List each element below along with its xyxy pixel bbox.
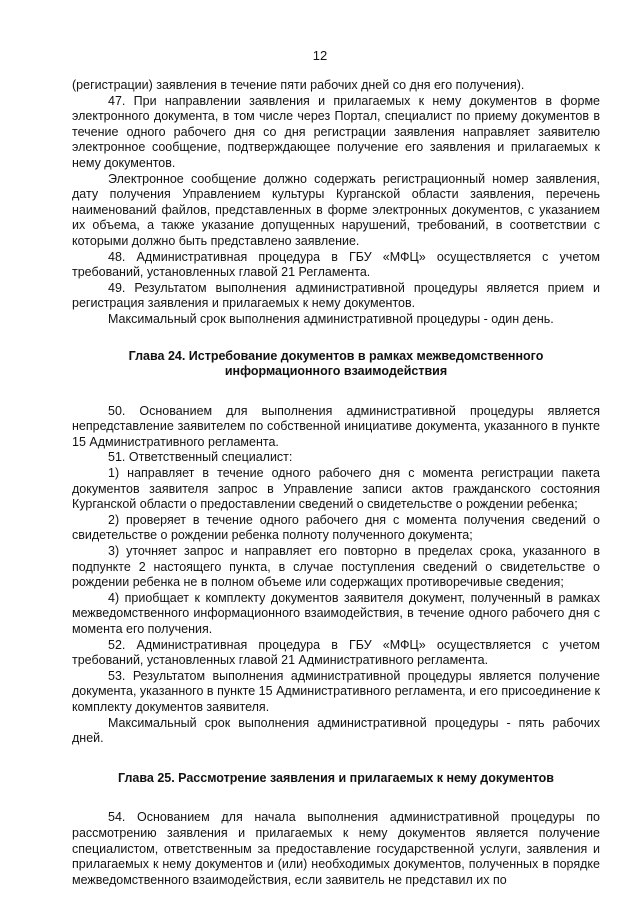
paragraph-50: 50. Основанием для выполнения административной процедуры является непредставление заявителем по собственной инициативе документа, указанного в пункте 15 Административного регламента.	[72, 403, 600, 449]
chapter-24-heading-line-2: информационного взаимодействия	[224, 364, 448, 379]
paragraph-49: 49. Результатом выполнения административной процедуры является прием и регистрация заявления и прилагаемых к нему документов.	[72, 280, 600, 311]
page-number: 12	[312, 48, 328, 63]
paragraph-max-term-1: Максимальный срок выполнения административной процедуры - один день.	[108, 311, 554, 326]
page-content	[72, 78, 600, 888]
paragraph-51-item-2: 2) проверяет в течение одного рабочего дня с момента получения сведений о свидетельстве о рождении ребенка полноту полученного документа;	[72, 512, 600, 543]
paragraph-48: 48. Административная процедура в ГБУ «МФЦ» осуществляется с учетом требований, установленных главой 21 Регламента.	[72, 249, 600, 280]
paragraph-continuation: (регистрации) заявления в течение пяти рабочих дней со дня его получения).	[72, 78, 525, 92]
paragraph-54: 54. Основанием для начала выполнения административной процедуры по рассмотрению заявления и прилагаемых к нему документов является получение специалистом, ответственным за предоставление государственной услуги, заявления и прилагаемых к нему документов и (или) необходимых документов, полученных в порядке межведомственного взаимодействия, если заявитель не представил их по	[72, 810, 600, 887]
paragraph-53: 53. Результатом выполнения административной процедуры является получение документа, указанного в пункте 15 Административного регламента, и его присоединение к комплекту документов заявителя.	[72, 668, 600, 714]
paragraph-51: 51. Ответственный специалист:	[108, 450, 293, 465]
paragraph-51-item-1: 1) направляет в течение одного рабочего дня с момента регистрации пакета документов заявителя запрос в Управление записи актов гражданского состояния Курганской области о предоставлении сведений о свидетельстве о рождении ребенка;	[72, 466, 600, 512]
paragraph-electronic-message: Электронное сообщение должно содержать регистрационный номер заявления, дату получения Управлением культуры Курганской области заявления, перечень наименований файлов, представленных в форме электронных документов, с указанием их объема, а также указание допущенных нарушений, требований, в соответствии с которыми должно быть представлено заявление.	[72, 171, 600, 248]
chapter-24-heading	[72, 349, 600, 380]
paragraph-max-term-2: Максимальный срок выполнения административной процедуры - пять рабочих дней.	[72, 715, 600, 746]
chapter-25-heading: Глава 25. Рассмотрение заявления и прилагаемых к нему документов	[118, 770, 554, 785]
paragraph-52: 52. Административная процедура в ГБУ «МФЦ» осуществляется с учетом требований, установленных главой 21 Административного регламента.	[72, 637, 600, 668]
paragraph-51-item-4: 4) приобщает к комплекту документов заявителя документ, полученный в рамках межведомственного информационного взаимодействия, в течение одного рабочего дня с момента его получения.	[72, 590, 600, 636]
chapter-24-heading-line-1: Глава 24. Истребование документов в рамках межведомственного	[128, 348, 544, 363]
paragraph-51-item-3: 3) уточняет запрос и направляет его повторно в пределах срока, указанного в подпункте 2 настоящего пункта, в случае поступления сведений о свидетельстве о рождении ребенка не в полном объеме или содержащих противоречивые сведения;	[72, 544, 600, 590]
paragraph-47: 47. При направлении заявления и прилагаемых к нему документов в форме электронного документа, в том числе через Портал, специалист по приему документов в течение одного рабочего дня со дня регистрации заявления направляет заявителю электронное сообщение, подтверждающее получение его заявления и прилагаемых к нему документов.	[72, 93, 600, 170]
